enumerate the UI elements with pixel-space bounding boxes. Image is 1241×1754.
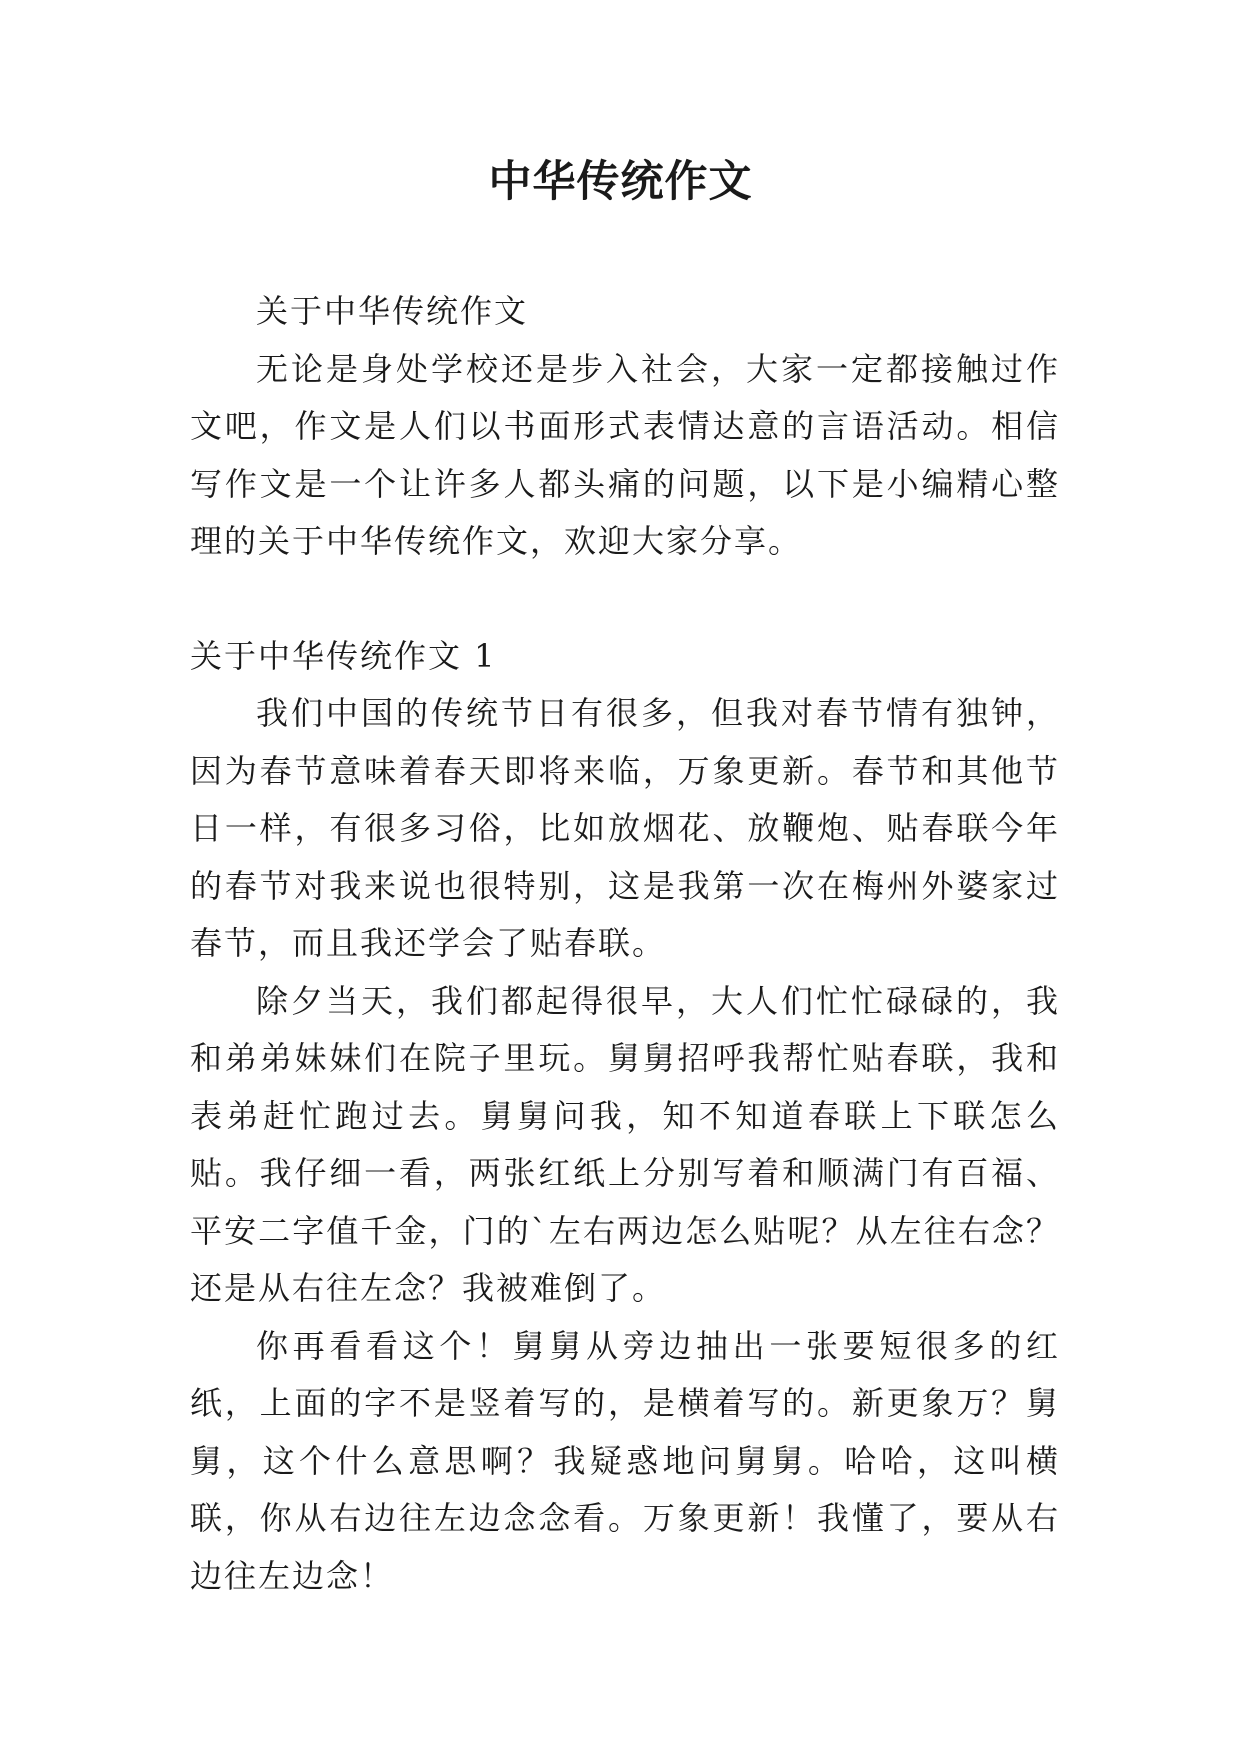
subtitle: 关于中华传统作文 [256,292,529,330]
intro-paragraph: 无论是身处学校还是步入社会，大家一定都接触过作文吧，作文是人们以书面形式表情达意的言语活动。相信写作文是一个让许多人都头痛的问题，以下是小编精心整理的关于中华传统作文，欢迎大家分享。 [190,349,1060,560]
body-paragraph: 除夕当天，我们都起得很早，大人们忙忙碌碌的，我和弟弟妹妹们在院子里玩。舅舅招呼我帮忙贴春联，我和表弟赶忙跑过去。舅舅问我，知不知道春联上下联怎么贴。我仔细一看，两张红纸上分别写着和顺满门有百福、平安二字值千金，门的`左右两边怎么贴呢？从左往右念？还是从右往左念？我被难倒了。 [190,981,1060,1307]
document-title: 中华传统作文 [488,157,753,207]
section-heading: 关于中华传统作文 1 [190,636,497,675]
body-paragraph: 你再看看这个！舅舅从旁边抽出一张要短很多的红纸，上面的字不是竖着写的，是横着写的。新更象万？舅舅，这个什么意思啊？我疑惑地问舅舅。哈哈，这叫横联，你从右边往左边念念看。万象更新！我懂了，要从右边往左边念！ [190,1326,1060,1595]
document-body [190,283,1060,1605]
body-paragraph: 我们中国的传统节日有很多，但我对春节情有独钟，因为春节意味着春天即将来临，万象更新。春节和其他节日一样，有很多习俗，比如放烟花、放鞭炮、贴春联今年的春节对我来说也很特别，这是我第一次在梅州外婆家过春节，而且我还学会了贴春联。 [190,694,1060,962]
